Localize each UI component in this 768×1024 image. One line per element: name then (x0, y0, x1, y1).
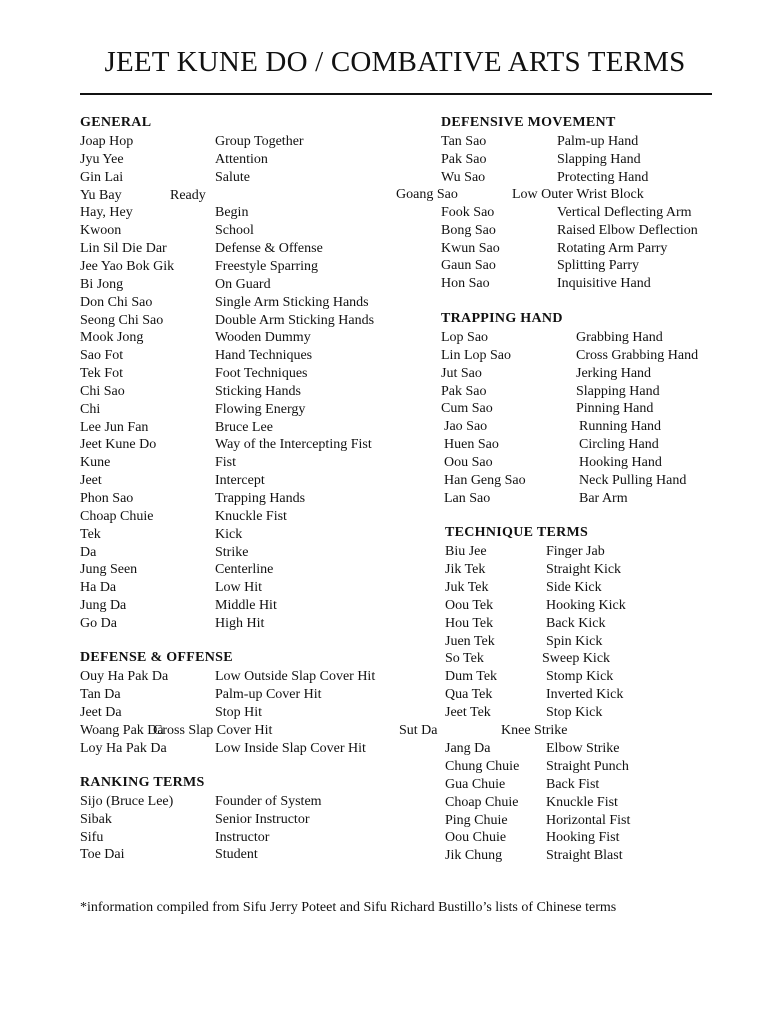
term: Pak Sao (441, 383, 487, 399)
term: Yu Bay (80, 187, 122, 203)
term: Kwun Sao (441, 240, 500, 256)
term: Wu Sao (441, 169, 486, 185)
term: Goang Sao (396, 187, 458, 203)
meaning: Way of the Intercepting Fist (215, 437, 372, 453)
term: Lan Sao (444, 490, 491, 506)
meaning: Palm-up Cover Hit (215, 686, 322, 702)
meaning: Low Hit (215, 580, 263, 596)
term: Tek Fot (80, 366, 123, 382)
meaning: Low Inside Slap Cover Hit (215, 740, 366, 756)
term: Pak Sao (441, 151, 487, 167)
meaning: Ready (170, 187, 206, 203)
meaning: High Hit (215, 615, 265, 631)
term: Jik Chung (445, 848, 503, 864)
meaning: Founder of System (215, 794, 322, 809)
meaning: Protecting Hand (557, 169, 649, 185)
term: Sifu (80, 829, 104, 845)
term: Mook Jong (80, 330, 144, 346)
term: Jang Da (445, 740, 491, 756)
footnote: *information compiled from Sifu Jerry Poteet and Sifu Richard Bustillo’s lists of Chinese terms (80, 900, 617, 915)
term: Phon Sao (80, 491, 134, 506)
term: Biu Jee (445, 544, 487, 559)
term: Woang Pak Da (80, 722, 164, 738)
term: Kune (80, 455, 111, 471)
term: Kwoon (80, 223, 122, 239)
meaning: Inverted Kick (546, 687, 624, 703)
meaning: Trapping Hands (215, 491, 306, 506)
meaning: Rotating Arm Parry (557, 240, 668, 256)
meaning: Finger Jab (546, 544, 605, 559)
meaning: Strike (215, 544, 249, 560)
term: Lop Sao (441, 330, 489, 345)
meaning: Straight Punch (546, 758, 629, 774)
meaning: Kick (215, 526, 243, 542)
term: Ouy Ha Pak Da (80, 669, 169, 684)
term: Hou Tek (445, 615, 494, 631)
term: Juen Tek (445, 633, 495, 649)
term: Hon Sao (441, 276, 490, 291)
term: Lin Sil Die Dar (80, 241, 167, 257)
meaning: Elbow Strike (546, 740, 620, 756)
term: Jyu Yee (80, 151, 124, 167)
term: Han Geng Sao (444, 472, 526, 488)
meaning: Back Kick (546, 615, 606, 631)
term: Qua Tek (445, 687, 493, 703)
meaning: Hooking Kick (546, 597, 626, 613)
meaning: Instructor (215, 829, 270, 845)
term: Jung Seen (80, 562, 138, 578)
term: Loy Ha Pak Da (80, 740, 167, 756)
term: Gua Chuie (445, 776, 506, 792)
term: Huen Sao (444, 437, 499, 453)
meaning: Stop Hit (215, 704, 263, 720)
meaning: Middle Hit (215, 598, 277, 614)
meaning: Wooden Dummy (215, 330, 311, 346)
meaning: Splitting Parry (557, 258, 640, 274)
term: Sao Fot (80, 348, 124, 364)
meaning: Bruce Lee (215, 419, 273, 435)
meaning: Stop Kick (546, 705, 603, 721)
meaning: Stomp Kick (546, 669, 614, 685)
meaning: Vertical Deflecting Arm (557, 205, 692, 220)
meaning: Straight Blast (546, 848, 623, 864)
meaning: Begin (215, 205, 249, 221)
term: Joap Hop (80, 134, 134, 149)
meaning: Inquisitive Hand (557, 276, 651, 291)
page-title: JEET KUNE DO / COMBATIVE ARTS TERMS (104, 46, 686, 78)
meaning: Circling Hand (579, 437, 659, 453)
meaning: Hooking Hand (579, 454, 662, 470)
meaning: Centerline (215, 562, 274, 578)
term: Jeet Da (80, 704, 122, 720)
section-heading-trapping: TRAPPING HAND (441, 311, 563, 326)
term: Sibak (80, 811, 112, 827)
term: Oou Tek (445, 597, 494, 613)
meaning: Bar Arm (579, 490, 628, 506)
meaning: Low Outer Wrist Block (512, 187, 644, 203)
meaning: Back Fist (546, 776, 600, 792)
term: Jung Da (80, 598, 127, 614)
meaning: Intercept (215, 473, 265, 489)
term: Da (80, 544, 97, 560)
section-heading-technique: TECHNIQUE TERMS (445, 525, 589, 540)
term: Hay, Hey (80, 205, 133, 221)
meaning: Pinning Hand (576, 401, 654, 417)
term: Choap Chuie (80, 508, 154, 524)
meaning: Senior Instructor (215, 811, 310, 827)
meaning: On Guard (215, 276, 271, 292)
term: Oou Chuie (445, 830, 507, 846)
meaning: Hand Techniques (215, 348, 313, 364)
meaning: Hooking Fist (546, 830, 620, 846)
term: Seong Chi Sao (80, 312, 164, 328)
meaning: Spin Kick (546, 633, 603, 649)
term: Sijo (Bruce Lee) (80, 794, 174, 809)
meaning: Slapping Hand (557, 151, 641, 167)
term: Jik Tek (445, 561, 486, 577)
meaning: Knuckle Fist (546, 794, 618, 810)
meaning: Salute (215, 169, 250, 185)
term: Oou Sao (444, 454, 493, 470)
term: Ping Chuie (445, 812, 508, 828)
term: Chi Sao (80, 383, 125, 399)
term: Jeet Tek (445, 705, 491, 721)
term: Lin Lop Sao (441, 347, 511, 363)
meaning: Straight Kick (546, 561, 622, 577)
section-heading-ranking: RANKING TERMS (80, 775, 205, 790)
term: Tan Sao (441, 134, 487, 149)
section-heading-defensive-movement: DEFENSIVE MOVEMENT (441, 115, 616, 130)
meaning: School (215, 223, 254, 239)
term: Cum Sao (441, 401, 493, 417)
meaning: Attention (215, 151, 268, 167)
meaning: Side Kick (546, 579, 602, 595)
meaning: Knee Strike (501, 723, 568, 738)
term: Jeet (80, 473, 102, 489)
term: Go Da (80, 615, 117, 631)
term: So Tek (445, 651, 484, 667)
meaning: Cross Grabbing Hand (576, 347, 699, 363)
term: Chi (80, 401, 101, 417)
meaning: Low Outside Slap Cover Hit (215, 669, 376, 684)
meaning: Grabbing Hand (576, 330, 663, 345)
meaning: Fist (215, 455, 237, 471)
meaning: Sticking Hands (215, 383, 301, 399)
meaning: Knuckle Fist (215, 508, 287, 524)
meaning: Horizontal Fist (546, 812, 631, 828)
meaning: Student (215, 847, 258, 863)
term: Sut Da (399, 723, 438, 738)
term: Choap Chuie (445, 794, 519, 810)
meaning: Single Arm Sticking Hands (215, 294, 369, 310)
term: Chung Chuie (445, 758, 520, 774)
term: Don Chi Sao (80, 294, 153, 310)
term: Jut Sao (441, 365, 482, 381)
term: Bi Jong (80, 276, 124, 292)
section-heading-general: GENERAL (80, 115, 152, 130)
meaning: Flowing Energy (215, 401, 306, 417)
meaning: Raised Elbow Deflection (557, 222, 698, 238)
meaning: Running Hand (579, 419, 662, 435)
term: Juk Tek (445, 579, 489, 595)
term: Tan Da (80, 686, 121, 702)
term: Jao Sao (444, 419, 488, 435)
term: Tek (80, 526, 101, 542)
term: Lee Jun Fan (80, 419, 149, 435)
term: Ha Da (80, 580, 117, 596)
title-divider (80, 93, 712, 95)
meaning: Foot Techniques (215, 366, 308, 382)
term: Dum Tek (445, 669, 498, 685)
term: Gin Lai (80, 169, 124, 185)
meaning: Neck Pulling Hand (579, 472, 687, 488)
meaning: Palm-up Hand (557, 134, 639, 149)
meaning: Group Together (215, 134, 304, 149)
term: Toe Dai (80, 847, 125, 863)
term: Jeet Kune Do (80, 437, 157, 453)
meaning: Sweep Kick (542, 651, 611, 667)
meaning: Slapping Hand (576, 383, 660, 399)
term: Jee Yao Bok Gik (80, 258, 175, 274)
meaning: Freestyle Sparring (215, 258, 319, 274)
meaning: Defense & Offense (215, 241, 323, 257)
term: Bong Sao (441, 222, 496, 238)
section-heading-defense-offense: DEFENSE & OFFENSE (80, 650, 233, 665)
term: Gaun Sao (441, 258, 496, 274)
meaning: Cross Slap Cover Hit (153, 722, 273, 738)
meaning: Jerking Hand (576, 365, 652, 381)
meaning: Double Arm Sticking Hands (215, 312, 375, 328)
term: Fook Sao (441, 205, 495, 220)
